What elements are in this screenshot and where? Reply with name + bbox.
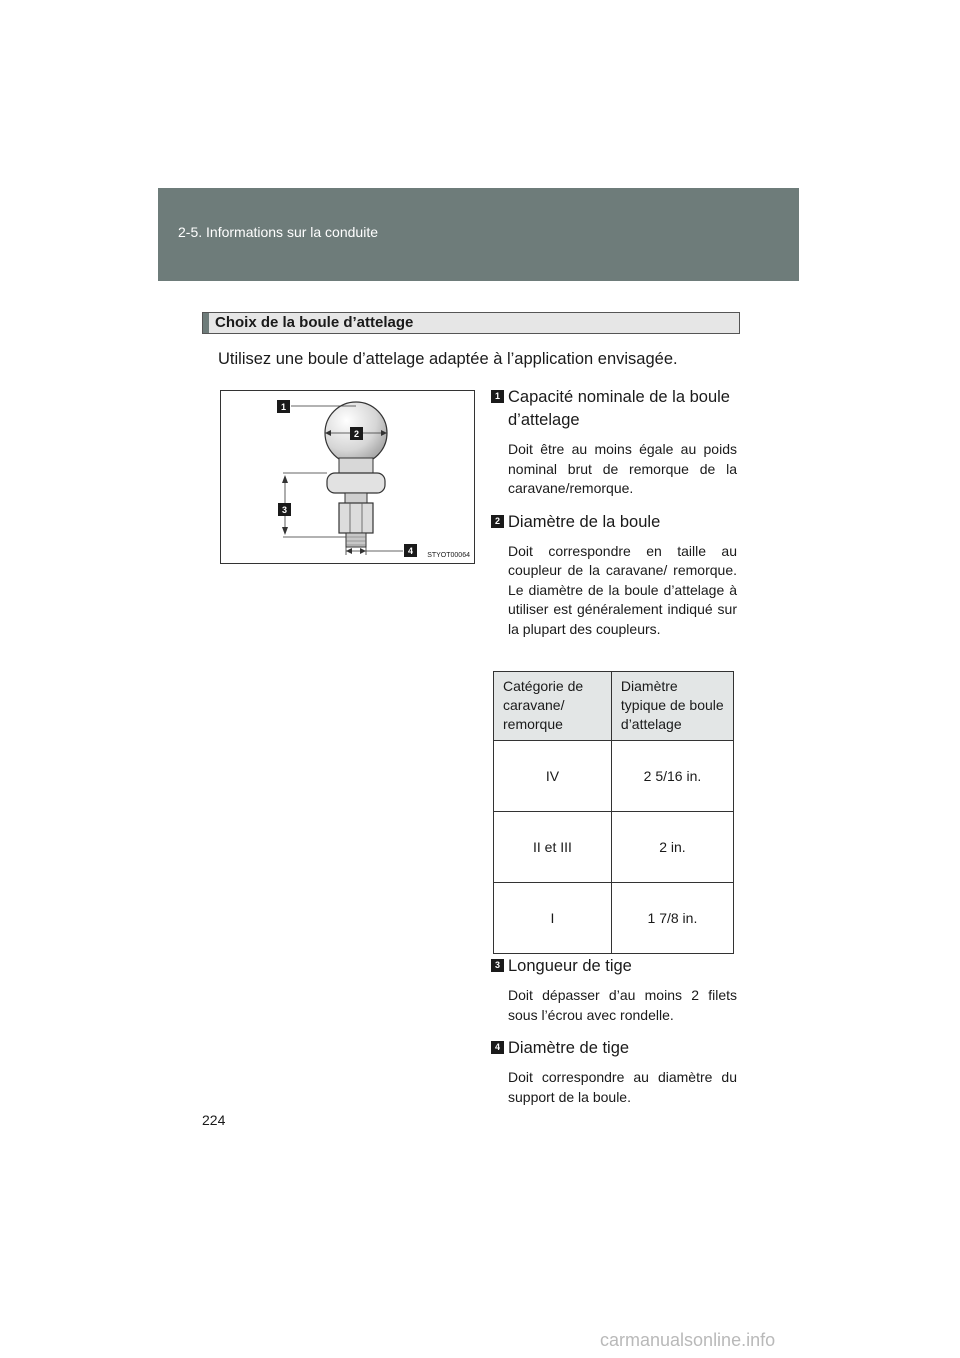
callout-4-label: 4 (407, 546, 414, 556)
item-title: Diamètre de tige (508, 1039, 630, 1057)
items-bottom (491, 955, 737, 1119)
table-header-row (494, 672, 734, 741)
item-number-badge: 4 (491, 1041, 504, 1054)
callout-1-label: 1 (280, 402, 287, 412)
ball-diameter-table (493, 671, 734, 954)
table-header: Diamètre typique de boule d’attelage (611, 672, 733, 741)
table-row (494, 741, 734, 812)
watermark: carmanualsonline.info (600, 1330, 776, 1350)
item-description: Doit être au moins égale au poids nominal brut de remorque de la caravane/remorque. (508, 441, 737, 496)
item-description: Doit correspondre en taille au coupleur de la caravane/ remorque. Le diamètre de la boule d’attelage à utiliser est généralement indiqué sur la plupart des coupleurs. (508, 542, 737, 637)
chapter-title: 2-5. Informations sur la conduite (178, 224, 378, 240)
item-description: Doit correspondre au diamètre du support de la boule. (508, 1069, 737, 1105)
item-3 (491, 955, 737, 1025)
figure-code: STYOT00064 (427, 552, 470, 559)
page-number: 224 (202, 1112, 226, 1128)
chapter-header (158, 188, 799, 281)
tow-ball-illustration (221, 391, 474, 563)
items-top (491, 386, 737, 651)
item-1 (491, 386, 737, 499)
section-tick (203, 313, 209, 333)
table-cell: II et III (494, 812, 612, 883)
table-row (494, 812, 734, 883)
table-row (494, 883, 734, 954)
table-cell: 2 in. (611, 812, 733, 883)
table-cell: IV (494, 741, 612, 812)
item-title: Longueur de tige (508, 957, 632, 975)
callout-1 (277, 400, 290, 413)
table-cell: 1 7/8 in. (611, 883, 733, 954)
table-cell: I (494, 883, 612, 954)
item-number-badge: 1 (491, 390, 504, 403)
item-description: Doit dépasser d’au moins 2 filets sous l’écrou avec rondelle. (508, 987, 737, 1023)
item-title: Capacité nominale de la boule d’attelage (508, 388, 730, 429)
callout-2-label: 2 (353, 429, 360, 439)
intro-text: Utilisez une boule d’attelage adaptée à l’application envisagée. (218, 350, 678, 368)
tow-ball-figure (220, 390, 475, 564)
callout-4 (404, 544, 417, 557)
section-title: Choix de la boule d’attelage (215, 314, 414, 331)
item-title: Diamètre de la boule (508, 512, 661, 531)
callout-3-label: 3 (281, 505, 288, 515)
item-2 (491, 511, 737, 640)
callout-2 (350, 427, 363, 440)
flange-shape (327, 473, 385, 493)
item-number-badge: 2 (491, 515, 504, 528)
table-header: Catégorie de caravane/ remorque (494, 672, 612, 741)
callout-3 (278, 503, 291, 516)
item-number-badge: 3 (491, 959, 504, 972)
table-cell: 2 5/16 in. (611, 741, 733, 812)
item-4 (491, 1037, 737, 1107)
nut-shape (339, 503, 373, 533)
section-heading (202, 312, 740, 334)
